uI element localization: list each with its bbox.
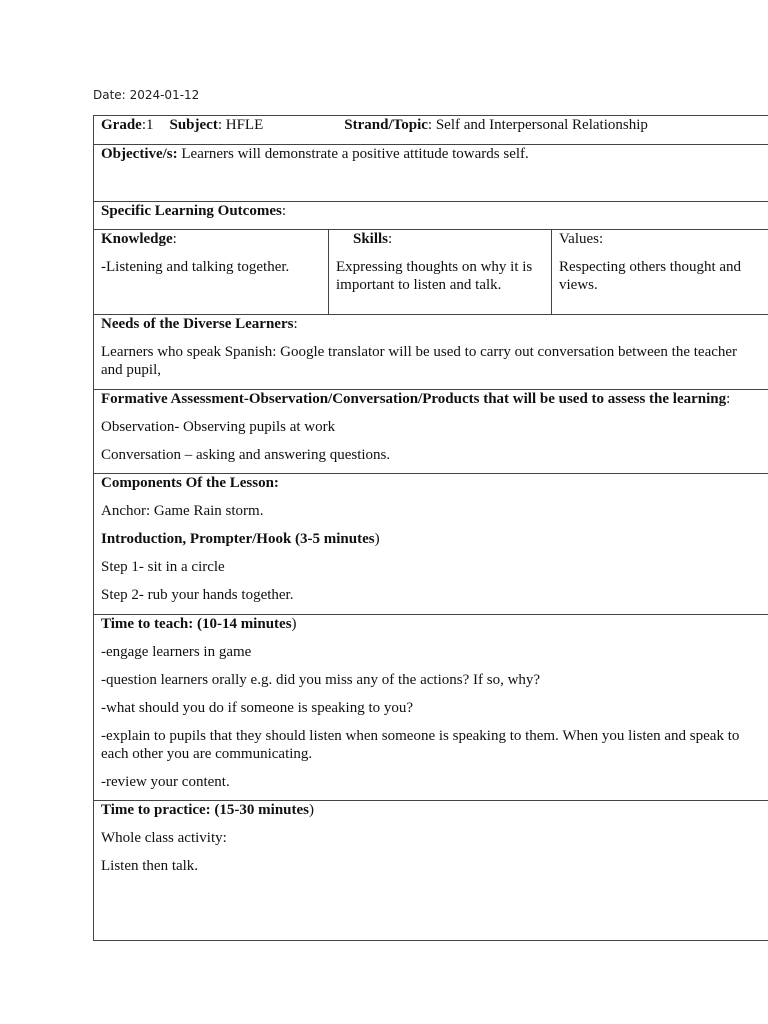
formative-heading: Formative Assessment-Observation/Conversation/Products that will be used to assess the learning	[101, 391, 727, 407]
values-label: Values:	[559, 231, 604, 247]
practice-suffix: )	[309, 802, 315, 818]
subject-value: : HFLE	[217, 117, 264, 133]
skills-text: Expressing thoughts on why it is important to listen and talk.	[336, 259, 533, 293]
date-label: Date:	[93, 88, 126, 102]
objective-label: Objective/s:	[101, 146, 178, 162]
anchor-text: Anchor: Game Rain storm.	[101, 503, 264, 519]
components-row	[94, 474, 768, 615]
teach-row	[94, 615, 768, 801]
lesson-plan-table	[93, 115, 768, 941]
practice-line: Whole class activity:	[101, 830, 227, 846]
date-value: 2024-01-12	[129, 88, 200, 102]
intro-heading: Introduction, Prompter/Hook (3-5 minutes	[101, 531, 375, 547]
teach-line: -review your content.	[101, 774, 230, 790]
outcomes-heading-suffix: :	[281, 203, 286, 219]
diverse-learners-heading: Needs of the Diverse Learners	[101, 316, 294, 332]
grade-value: :1	[141, 117, 154, 133]
teach-heading: Time to teach: (10-14 minutes	[101, 616, 292, 632]
formative-row	[94, 390, 768, 474]
formative-line: Observation- Observing pupils at work	[101, 419, 336, 435]
outcomes-heading: Specific Learning Outcomes	[101, 203, 282, 219]
knowledge-text: -Listening and talking together.	[101, 259, 290, 275]
teach-cell	[94, 615, 768, 801]
components-cell	[94, 474, 768, 615]
grade-label: Grade	[101, 117, 142, 133]
components-heading: Components Of the Lesson:	[101, 475, 279, 491]
teach-line: -question learners orally e.g. did you miss any of the actions? If so, why?	[101, 672, 541, 688]
diverse-learners-row	[94, 315, 768, 390]
objective-row	[94, 145, 768, 202]
skills-label: Skills	[353, 231, 389, 247]
values-text: Respecting others thought and views.	[559, 259, 742, 293]
objective-text: Learners will demonstrate a positive attitude towards self.	[177, 146, 529, 162]
formative-line: Conversation – asking and answering questions.	[101, 447, 391, 463]
teach-suffix: )	[291, 616, 297, 632]
practice-row	[94, 801, 768, 941]
header-cell	[94, 116, 768, 145]
practice-line: Listen then talk.	[101, 858, 199, 874]
diverse-learners-cell	[94, 315, 768, 390]
skills-cell	[329, 230, 552, 315]
outcomes-row	[94, 230, 768, 315]
diverse-learners-suffix: :	[293, 316, 298, 332]
teach-line: -engage learners in game	[101, 644, 252, 660]
diverse-learners-text: Learners who speak Spanish: Google translator will be used to carry out conversation between the teacher and pupil,	[101, 344, 738, 378]
date-line	[93, 88, 199, 102]
objective-cell	[94, 145, 768, 202]
knowledge-suffix: :	[172, 231, 177, 247]
practice-heading: Time to practice: (15-30 minutes	[101, 802, 310, 818]
skills-suffix: :	[388, 231, 393, 247]
step-line: Step 1- sit in a circle	[101, 559, 225, 575]
formative-suffix: :	[726, 391, 731, 407]
outcomes-heading-row	[94, 202, 768, 230]
strand-value: : Self and Interpersonal Relationship	[427, 117, 648, 133]
teach-line: -what should you do if someone is speaking to you?	[101, 700, 414, 716]
formative-cell	[94, 390, 768, 474]
step-line: Step 2- rub your hands together.	[101, 587, 294, 603]
strand-label: Strand/Topic	[344, 117, 428, 133]
knowledge-label: Knowledge	[101, 231, 173, 247]
values-cell	[552, 230, 768, 315]
header-row	[94, 116, 768, 145]
outcomes-heading-cell	[94, 202, 768, 230]
practice-cell	[94, 801, 768, 941]
subject-label: Subject	[169, 117, 218, 133]
intro-suffix: )	[374, 531, 380, 547]
teach-line: -explain to pupils that they should listen when someone is speaking to them. When you listen and speak to each other you are communicating.	[101, 728, 740, 762]
knowledge-cell	[94, 230, 329, 315]
